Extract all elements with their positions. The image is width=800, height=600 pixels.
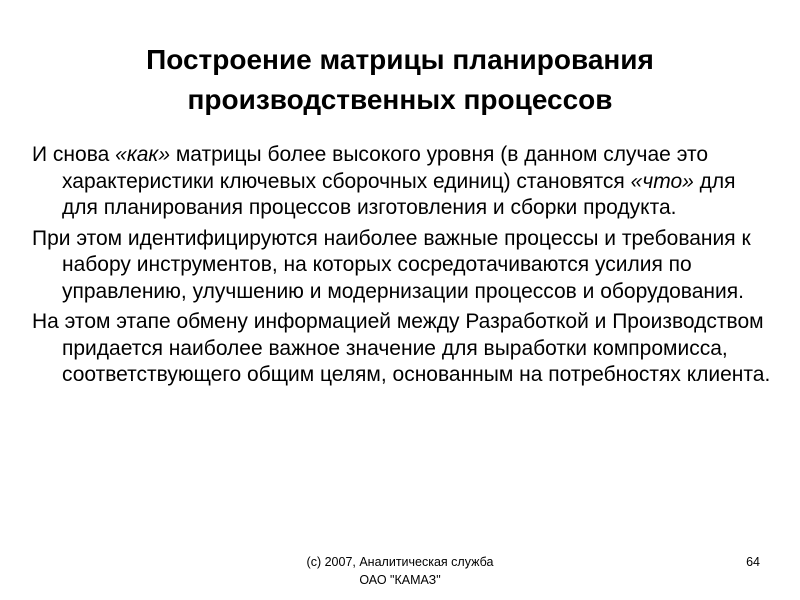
slide-body bbox=[32, 142, 772, 393]
paragraph-3-text: На этом этапе обмену информацией между Разработкой и Производством придается наиболее важное значение для выработки компромисса, соответствующего общим целям, основанным на потребностях клиента. bbox=[32, 310, 771, 386]
paragraph-1-emphasis-chto: «что» bbox=[630, 169, 694, 193]
paragraph-2-text: При этом идентифицируются наиболее важные процессы и требования к набору инструментов, на которых сосредотачиваются усилия по управлению, улучшению и модернизации процессов и оборудования. bbox=[32, 226, 751, 303]
paragraph-3 bbox=[32, 309, 772, 389]
slide-title bbox=[40, 40, 760, 120]
footer-line-2: ОАО "КАМАЗ" bbox=[359, 573, 441, 587]
paragraph-1-text-2: матрицы более высокого уровня (в данном случае это характеристики ключевых сборочных единиц) становятся bbox=[62, 143, 709, 193]
paragraph-1 bbox=[32, 142, 772, 222]
title-line-2: производственных процессов bbox=[187, 84, 613, 115]
footer-line-1: (c) 2007, Аналитическая служба bbox=[306, 555, 494, 569]
paragraph-1-emphasis-kak: «как» bbox=[115, 143, 171, 166]
title-line-1: Построение матрицы планирования bbox=[146, 44, 654, 75]
paragraph-1-text-3: для для планирования процессов изготовления и сборки продукта. bbox=[62, 169, 736, 219]
paragraph-1-text-1: И снова bbox=[32, 143, 116, 166]
page-number: 64 bbox=[746, 555, 760, 569]
footer-copyright bbox=[250, 553, 550, 589]
paragraph-2 bbox=[32, 226, 772, 306]
